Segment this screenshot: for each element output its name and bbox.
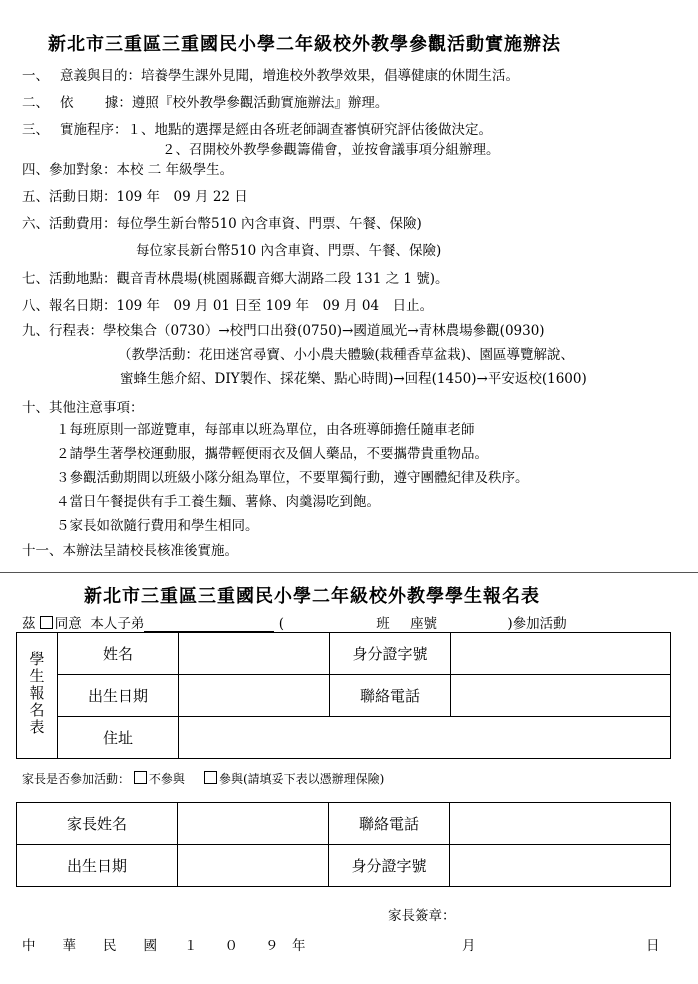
birth-field[interactable] xyxy=(179,675,330,717)
parent-no-checkbox[interactable] xyxy=(134,771,147,784)
note-item-2: ２請學生著學校運動服，攜帶輕便雨衣及個人藥品，不要攜帶貴重物品。 xyxy=(56,446,488,462)
phone-field[interactable] xyxy=(451,675,671,717)
regulation-line-6: 六、活動費用：每位學生新台幣510 內含車資、門票、午餐、保險) xyxy=(22,216,422,232)
parent-phone-label: 聯絡電話 xyxy=(329,803,450,845)
consent-line xyxy=(22,612,567,632)
regulation-line-7: 七、活動地點：觀音青林農場(桃園縣觀音鄉大湖路二段 131 之 1 號)。 xyxy=(22,271,449,287)
regulation-line-5: 五、活動日期：109 年 09 月 22 日 xyxy=(22,189,248,205)
parent-birth-label: 出生日期 xyxy=(17,845,178,887)
parent-name-label: 家長姓名 xyxy=(17,803,178,845)
regulation-line-4: 四、參加對象：本校 二 年級學生。 xyxy=(22,162,234,178)
name-label: 姓名 xyxy=(58,633,179,675)
parent-question-line xyxy=(22,770,384,787)
date-month: 月 xyxy=(462,938,476,954)
id-label: 身分證字號 xyxy=(330,633,451,675)
parent-info-table xyxy=(16,802,671,887)
student-side-label-cell xyxy=(17,633,58,759)
agree-checkbox[interactable] xyxy=(40,616,53,629)
note-item-3: ３參觀活動期間以班級小隊分組為單位，不要單獨行動，遵守團體紀律及秩序。 xyxy=(56,470,529,486)
consent-prefix: 茲 xyxy=(22,616,36,632)
parent-yes-label: 參與(請填妥下表以憑辦理保險) xyxy=(218,772,385,786)
note-item-4: ４當日午餐提供有手工養生麵、薯條、肉羹湯吃到飽。 xyxy=(56,494,380,510)
signature-label: 家長簽章： xyxy=(388,908,456,924)
class-label: 班 xyxy=(376,616,390,632)
regulation-line-6b: 每位家長新台幣510 內含車資、門票、午餐、保險) xyxy=(136,243,442,259)
student-info-table xyxy=(16,632,671,759)
regulation-line-11: 十一、本辦法呈請校長核准後實施。 xyxy=(22,543,238,559)
parent-id-field[interactable] xyxy=(450,845,671,887)
phone-label: 聯絡電話 xyxy=(330,675,451,717)
address-label: 住址 xyxy=(58,717,179,759)
date-roc: 中 華 民 國 １ ０ ９ 年 xyxy=(22,938,306,954)
parent-id-label: 身分證字號 xyxy=(329,845,450,887)
student-side-label: 學生報名表 xyxy=(27,651,46,736)
regulation-line-3: 三、 實施程序：１、地點的選擇是經由各班老師調查審慎研究評估後做決定。 xyxy=(22,122,493,138)
regulation-line-9b: （教學活動：花田迷宮尋寶、小小農夫體驗(栽種香草盆栽)、園區導覽解說、 xyxy=(118,347,575,363)
parent-no-label: 不參與 xyxy=(148,772,185,786)
id-field[interactable] xyxy=(451,633,671,675)
parent-phone-field[interactable] xyxy=(450,803,671,845)
address-field[interactable] xyxy=(179,717,671,759)
regulation-line-9c: 蜜蜂生態介紹、DIY製作、採花樂、點心時間)→回程(1450)→平安返校(1600) xyxy=(120,371,587,387)
seat-label: 座號 xyxy=(410,616,438,632)
child-name-field[interactable] xyxy=(144,619,274,632)
form-title: 新北市三重區三重國民小學二年級校外教學學生報名表 xyxy=(84,586,540,607)
note-item-1: １每班原則一部遊覽車，每部車以班為單位，由各班導師擔任隨車老師 xyxy=(56,422,475,438)
regulation-line-1: 一、 意義與目的：培養學生課外見聞，增進校外教學效果，倡導健康的休閒生活。 xyxy=(22,68,520,84)
paren-open: ( xyxy=(278,616,284,632)
name-field[interactable] xyxy=(179,633,330,675)
parent-birth-field[interactable] xyxy=(178,845,329,887)
parent-yes-checkbox[interactable] xyxy=(204,771,217,784)
parent-name-field[interactable] xyxy=(178,803,329,845)
regulation-line-9: 九、行程表：學校集合（0730）→校門口出發(0750)→國道風光→青林農場參觀(0930) xyxy=(22,323,545,339)
regulation-line-3b: ２、召開校外教學參觀籌備會，並按會議事項分組辦理。 xyxy=(162,142,500,158)
regulation-title: 新北市三重區三重國民小學二年級校外教學參觀活動實施辦法 xyxy=(48,34,561,55)
parent-question: 家長是否參加活動： xyxy=(22,772,131,786)
birth-label: 出生日期 xyxy=(58,675,179,717)
regulation-line-10: 十、其他注意事項： xyxy=(22,400,144,416)
date-day: 日 xyxy=(646,938,660,954)
section-divider xyxy=(0,572,698,573)
agree-label: 同意 xyxy=(54,616,82,632)
consent-suffix: )參加活動 xyxy=(507,616,567,632)
regulation-line-2: 二、 依 據：遵照『校外教學參觀活動實施辦法』辦理。 xyxy=(22,95,389,111)
regulation-line-8: 八、報名日期：109 年 09 月 01 日至 109 年 09 月 04 日止。 xyxy=(22,298,434,314)
note-item-5: ５家長如欲隨行費用和學生相同。 xyxy=(56,518,259,534)
child-label: 本人子弟 xyxy=(90,616,145,632)
